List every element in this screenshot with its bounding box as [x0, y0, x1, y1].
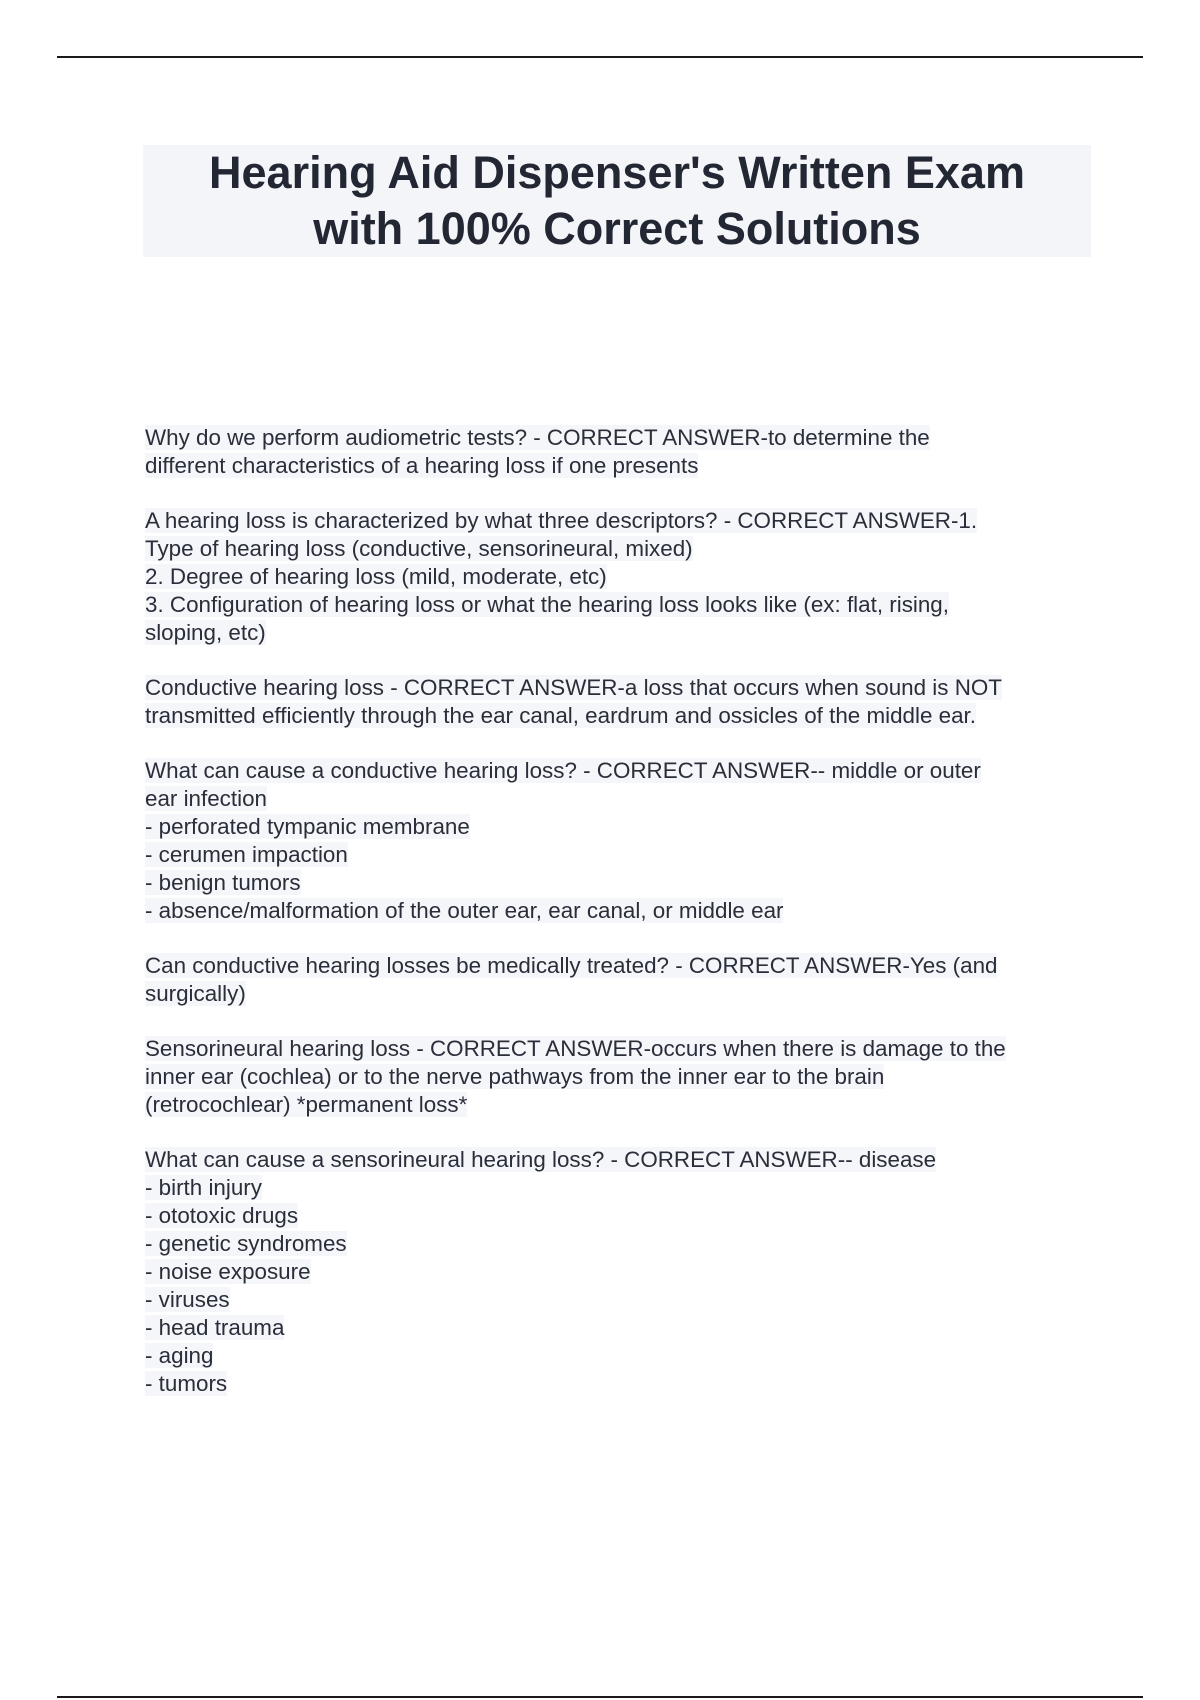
top-divider: [57, 56, 1143, 58]
qa-line: - birth injury: [145, 1175, 262, 1200]
qa-line: What can cause a sensorineural hearing loss? - CORRECT ANSWER-- disease: [145, 1147, 937, 1172]
qa-line: sloping, etc): [145, 620, 266, 645]
document-title: Hearing Aid Dispenser's Written Exam with 100% Correct Solutions: [209, 147, 1025, 254]
qa-line: inner ear (cochlea) or to the nerve pathways from the inner ear to the brain: [145, 1064, 885, 1089]
qa-line: - head trauma: [145, 1315, 285, 1340]
qa-line: Why do we perform audiometric tests? - CORRECT ANSWER-to determine the: [145, 425, 930, 450]
qa-line: - aging: [145, 1343, 214, 1368]
qa-entry: [145, 507, 1090, 647]
qa-line: - tumors: [145, 1371, 228, 1396]
qa-entry: [145, 757, 1090, 925]
qa-line: 3. Configuration of hearing loss or what the hearing loss looks like (ex: flat, rising,: [145, 592, 949, 617]
qa-line: - noise exposure: [145, 1259, 311, 1284]
qa-line: Conductive hearing loss - CORRECT ANSWER-a loss that occurs when sound is NOT: [145, 675, 1002, 700]
qa-line: surgically): [145, 981, 246, 1006]
qa-line: - perforated tympanic membrane: [145, 814, 470, 839]
qa-line: transmitted efficiently through the ear canal, eardrum and ossicles of the middle ear.: [145, 703, 976, 728]
bottom-divider: [57, 1696, 1143, 1698]
qa-line: Sensorineural hearing loss - CORRECT ANSWER-occurs when there is damage to the: [145, 1036, 1006, 1061]
qa-line: - cerumen impaction: [145, 842, 348, 867]
qa-line: ear infection: [145, 786, 267, 811]
qa-line: What can cause a conductive hearing loss? - CORRECT ANSWER-- middle or outer: [145, 758, 981, 783]
qa-entry: [145, 1035, 1090, 1119]
qa-entry: [145, 1146, 1090, 1398]
title-banner: [143, 145, 1091, 257]
qa-line: - viruses: [145, 1287, 230, 1312]
qa-entry: [145, 952, 1090, 1008]
qa-entry: [145, 674, 1090, 730]
qa-line: - benign tumors: [145, 870, 301, 895]
qa-line: different characteristics of a hearing loss if one presents: [145, 453, 699, 478]
qa-line: - ototoxic drugs: [145, 1203, 299, 1228]
qa-entry: [145, 424, 1090, 480]
qa-line: - genetic syndromes: [145, 1231, 347, 1256]
qa-content: [145, 424, 1090, 1425]
qa-line: 2. Degree of hearing loss (mild, moderate, etc): [145, 564, 607, 589]
qa-line: Can conductive hearing losses be medically treated? - CORRECT ANSWER-Yes (and: [145, 953, 998, 978]
qa-line: Type of hearing loss (conductive, sensorineural, mixed): [145, 536, 693, 561]
qa-line: A hearing loss is characterized by what three descriptors? - CORRECT ANSWER-1.: [145, 508, 978, 533]
qa-line: - absence/malformation of the outer ear, ear canal, or middle ear: [145, 898, 784, 923]
qa-line: (retrocochlear) *permanent loss*: [145, 1092, 468, 1117]
